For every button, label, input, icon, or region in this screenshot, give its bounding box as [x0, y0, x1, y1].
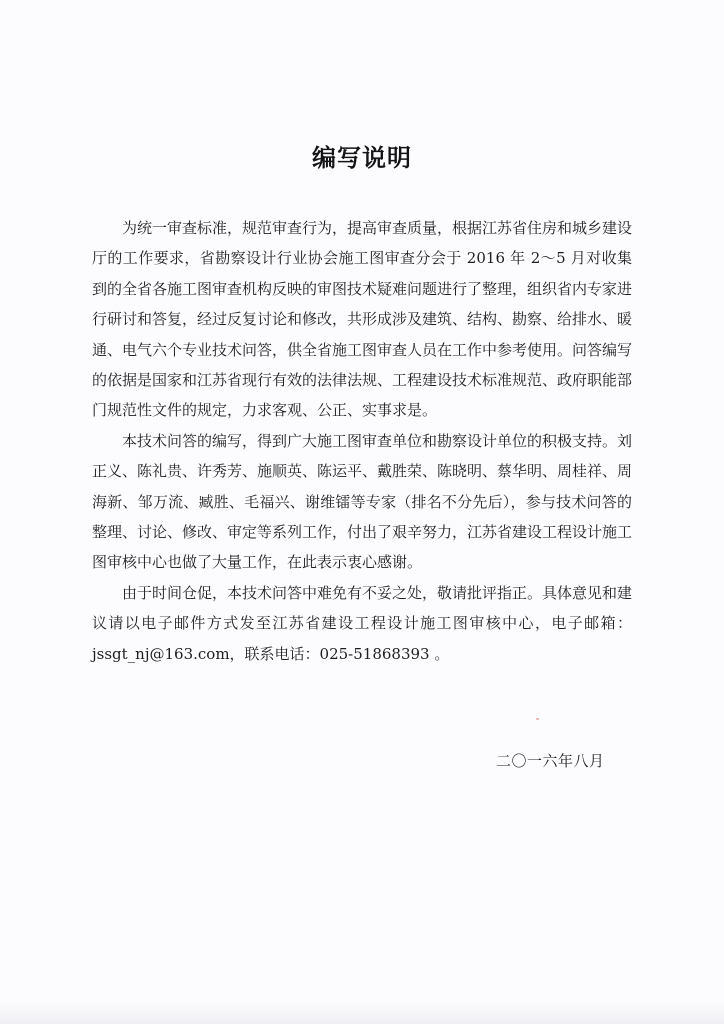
paragraph-purpose: 为统一审查标准，规范审查行为，提高审查质量，根据江苏省住房和城乡建设厅的工作要求，省勘察设计行业协会施工图审查分会于 2016 年 2～5 月对收集到的全省各施工图审查机构反映的审图技术疑难问题进行了整理，组织省内专家进行研讨和答复，经过反复讨论和修改，共形成涉及建筑、结构、勘察、给排水、暖通、电气六个专业技术问答，供全省施工图审查人员在工作中参考使用。问答编写的依据是国家和江苏省现行有效的法律法规、工程建设技术标准规范、政府职能部门规范性文件的规定，力求客观、公正、实事求是。	[92, 219, 633, 420]
scan-speck	[536, 718, 539, 720]
document-title: 编写说明	[312, 143, 412, 172]
paragraph-feedback-contact: 由于时间仓促，本技术问答中难免有不妥之处，敬请批评指正。具体意见和建议请以电子邮件方式发至江苏省建设工程设计施工图审核中心，电子邮箱：jssgt_nj@163.com，联系电话：025-51868393 。	[92, 583, 633, 663]
document-body	[92, 213, 632, 669]
paragraph-acknowledgements: 本技术问答的编写，得到广大施工图审查单位和勘察设计单位的积极支持。刘正义、陈礼贵、许秀芳、施顺英、陈运平、戴胜荣、陈晓明、蔡华明、周桂祥、周海新、邹万流、臧胜、毛福兴、谢维镭等专家（排名不分先后），参与技术问答的整理、讨论、修改、审定等系列工作，付出了艰辛努力，江苏省建设工程设计施工图审核中心也做了大量工作，在此表示衷心感谢。	[92, 431, 633, 572]
scan-edge	[0, 1000, 724, 1024]
signature-date: 二〇一六年八月	[496, 752, 605, 770]
